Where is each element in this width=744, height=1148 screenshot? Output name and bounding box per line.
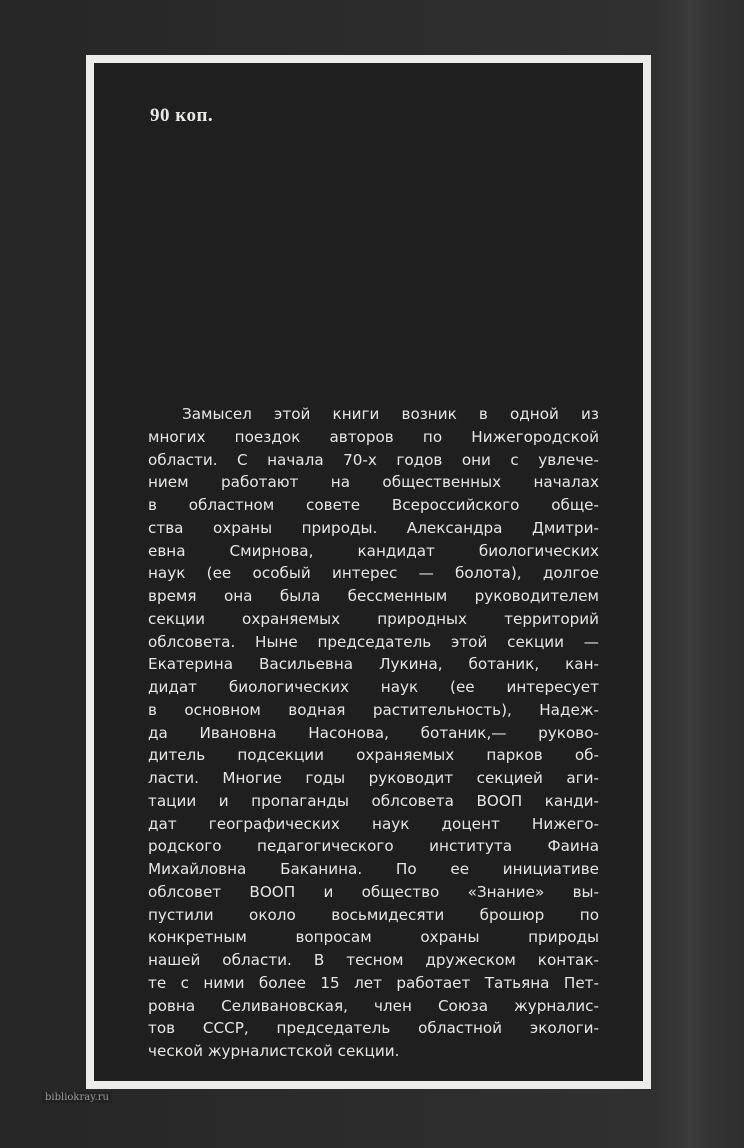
annotation-line: нашей области. В тесном дружеском контак- <box>148 951 599 969</box>
annotation-line: Михайловна Баканина. По ее инициативе <box>148 860 599 878</box>
annotation-line: дат географических наук доцент Нижего- <box>148 814 599 833</box>
annotation-line: ства охраны природы. Александра Дмитри- <box>148 518 599 537</box>
white-frame <box>86 55 651 1089</box>
annotation-line: наук (ее особый интерес — болота), долгое <box>148 564 599 583</box>
annotation-line: ческой журналистской секции. <box>148 1042 400 1060</box>
annotation-text <box>148 403 599 1063</box>
annotation-line: пустили около восьмидесяти брошюр по <box>148 905 599 924</box>
annotation-line: тации и пропаганды облсовета ВООП канди- <box>148 791 599 810</box>
annotation-line: Екатерина Васильевна Лукина, ботаник, кан- <box>148 655 599 674</box>
annotation-line: облсовет ВООП и общество «Знание» вы- <box>148 882 599 901</box>
annotation-line: в основном водная растительность), Надеж- <box>148 700 599 719</box>
annotation-line: ласти. Многие годы руководит секцией аги- <box>148 769 599 787</box>
annotation-line: Замысел этой книги возник в одной из <box>182 405 599 423</box>
annotation-line: дитель подсекции охраняемых парков об- <box>148 746 599 765</box>
annotation-line: облсовета. Ныне председатель этой секции — <box>148 632 599 651</box>
annotation-line: в областном совете Всероссийского обще- <box>148 496 599 514</box>
annotation-line: конкретным вопросам охраны природы <box>148 928 599 947</box>
price-label: 90 коп. <box>150 105 214 126</box>
annotation-line: дидат биологических наук (ее интересует <box>148 678 599 696</box>
watermark: bibliokray.ru <box>42 1092 112 1103</box>
annotation-line: многих поездок авторов по Нижегородской <box>148 427 599 446</box>
annotation-line: те с ними более 15 лет работает Татьяна Пет- <box>148 973 599 992</box>
annotation-line: да Ивановна Насонова, ботаник,— руково- <box>148 723 599 742</box>
annotation-line: время она была бессменным руководителем <box>148 587 599 605</box>
annotation-line: тов СССР, председатель областной экологи- <box>148 1019 599 1038</box>
cover-edge <box>688 0 744 1148</box>
annotation-line: области. С начала 70-х годов они с увлече- <box>148 450 599 469</box>
annotation-line: секции охраняемых природных территорий <box>148 609 599 628</box>
annotation-line: ровна Селивановская, член Союза журналис- <box>148 996 599 1015</box>
annotation-line: нием работают на общественных началах <box>148 473 599 492</box>
annotation-line: евна Смирнова, кандидат биологических <box>148 541 599 560</box>
annotation-line: родского педагогического института Фаина <box>148 837 599 856</box>
